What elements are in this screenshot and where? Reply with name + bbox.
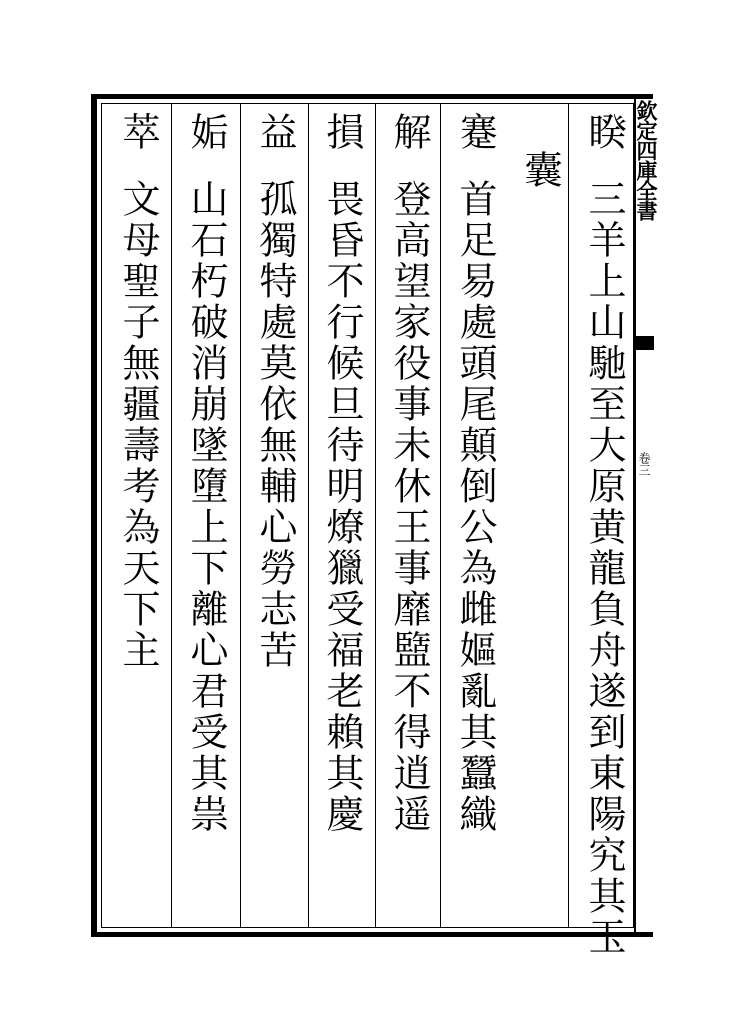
text-column [116,112,160,671]
hexagram-name: 損 [320,112,364,153]
hexagram-name: 姤 [184,112,228,153]
text-column [184,112,228,835]
text-column [320,112,364,835]
banxin-strip [634,94,653,937]
banxin-juan: 卷三 [637,452,651,476]
column-rule [568,103,569,928]
column-rule [171,103,172,928]
column-rule [440,103,441,928]
verse-text: 孤獨特處莫依無輔心勞志苦 [253,179,297,671]
column-rule [375,103,376,928]
text-column [582,112,626,958]
verse-text: 畏昏不行候旦待明燎獵受福老賴其慶 [320,179,364,835]
verse-text: 三羊上山馳至大原黄龍負舟遂到東陽究其玉 [582,179,626,958]
hexagram-name: 睽 [582,112,626,153]
inner-border [101,103,634,928]
text-column [453,112,497,835]
text-column [387,112,431,835]
hexagram-name: 益 [253,112,297,153]
column-rule [308,103,309,928]
hexagram-name: 蹇 [453,112,497,153]
banxin-title: 欽定四庫全書 [634,100,659,220]
fishtail-mark [634,336,654,350]
text-column [518,150,562,191]
verse-text: 囊 [518,150,562,191]
verse-text: 文母聖子無疆壽考為天下主 [116,179,160,671]
text-column [253,112,297,671]
verse-text: 山石朽破消崩墜墮上下離心君受其祟 [184,179,228,835]
verse-text: 首足易處頭尾顛倒公為雌嫗亂其蠶織 [453,179,497,835]
verse-text: 登高望家役事未休王事靡盬不得逍遥 [387,179,431,835]
column-rule [240,103,241,928]
hexagram-name: 萃 [116,112,160,153]
hexagram-name: 解 [387,112,431,153]
